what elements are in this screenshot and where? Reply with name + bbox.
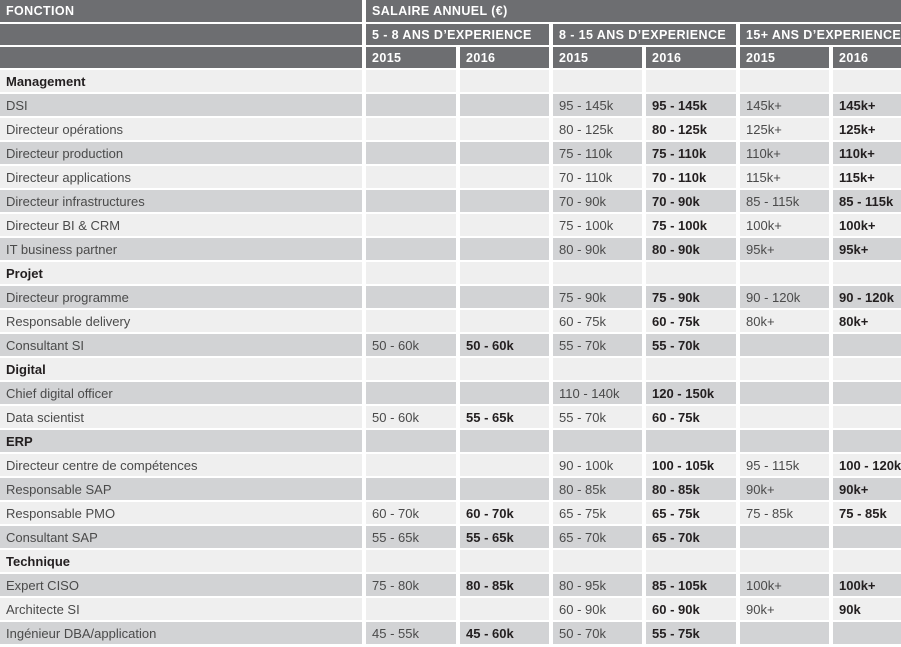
salary-cell-2016: 55 - 65k [460,526,549,548]
salary-cell-2016: 90k+ [833,478,901,500]
salary-cell-2015 [366,142,456,164]
salary-cell-2015 [366,598,456,620]
salary-cell-2016: 60 - 70k [460,502,549,524]
header-group-15plus: 15+ ANS D’EXPERIENCE [740,24,901,45]
section-title: Management [0,70,362,92]
salary-cell-2015 [740,382,829,404]
section-empty-cell [740,550,829,572]
section-empty-cell [366,430,456,452]
salary-cell-2015 [366,190,456,212]
salary-cell-2015: 95 - 115k [740,454,829,476]
row-label: Directeur applications [0,166,362,188]
salary-cell-2016: 115k+ [833,166,901,188]
section-title: ERP [0,430,362,452]
salary-cell-2015: 90k+ [740,598,829,620]
salary-cell-2016 [833,526,901,548]
salary-cell-2015: 45 - 55k [366,622,456,644]
salary-cell-2016: 80k+ [833,310,901,332]
row-label: Responsable PMO [0,502,362,524]
header-group-8-15: 8 - 15 ANS D’EXPERIENCE [553,24,736,45]
salary-cell-2016 [833,382,901,404]
section-empty-cell [740,262,829,284]
section-empty-cell [646,430,736,452]
salary-cell-2016: 70 - 90k [646,190,736,212]
salary-cell-2015: 145k+ [740,94,829,116]
salary-cell-2015: 50 - 60k [366,406,456,428]
salary-cell-2015 [366,166,456,188]
header-blank [0,47,362,68]
salary-cell-2016: 60 - 75k [646,406,736,428]
salary-cell-2015: 115k+ [740,166,829,188]
section-empty-cell [460,358,549,380]
salary-cell-2015: 90 - 100k [553,454,642,476]
salary-cell-2016: 100k+ [833,574,901,596]
salary-cell-2015: 125k+ [740,118,829,140]
salary-cell-2016 [460,190,549,212]
salary-cell-2016 [460,478,549,500]
header-year: 2015 [366,47,456,68]
row-label: Ingénieur DBA/application [0,622,362,644]
row-label: Responsable SAP [0,478,362,500]
salary-cell-2015: 100k+ [740,214,829,236]
section-empty-cell [646,262,736,284]
header-year: 2015 [740,47,829,68]
salary-cell-2016: 50 - 60k [460,334,549,356]
section-empty-cell [553,550,642,572]
row-label: Directeur BI & CRM [0,214,362,236]
salary-cell-2016: 75 - 90k [646,286,736,308]
salary-cell-2016: 80 - 85k [646,478,736,500]
row-label: Consultant SAP [0,526,362,548]
salary-cell-2016: 75 - 110k [646,142,736,164]
section-title: Projet [0,262,362,284]
salary-cell-2016 [833,406,901,428]
header-group-5-8: 5 - 8 ANS D’EXPERIENCE [366,24,549,45]
salary-cell-2015: 50 - 60k [366,334,456,356]
salary-cell-2016: 85 - 105k [646,574,736,596]
salary-cell-2015 [740,622,829,644]
salary-cell-2016 [460,238,549,260]
section-empty-cell [366,358,456,380]
row-label: Directeur production [0,142,362,164]
salary-cell-2015: 55 - 70k [553,406,642,428]
salary-cell-2015: 75 - 100k [553,214,642,236]
salary-cell-2015: 70 - 110k [553,166,642,188]
salary-cell-2015: 110 - 140k [553,382,642,404]
section-empty-cell [460,70,549,92]
salary-cell-2016: 65 - 70k [646,526,736,548]
row-label: DSI [0,94,362,116]
salary-cell-2016: 80 - 90k [646,238,736,260]
salary-cell-2015: 90 - 120k [740,286,829,308]
row-label: Directeur centre de compétences [0,454,362,476]
salary-cell-2016: 100 - 120k [833,454,901,476]
salary-cell-2015: 75 - 80k [366,574,456,596]
salary-cell-2016: 120 - 150k [646,382,736,404]
row-label: Architecte SI [0,598,362,620]
salary-cell-2015: 110k+ [740,142,829,164]
salary-cell-2015 [740,334,829,356]
section-empty-cell [366,550,456,572]
salary-cell-2016: 100k+ [833,214,901,236]
salary-cell-2015 [366,214,456,236]
salary-cell-2015: 80 - 85k [553,478,642,500]
row-label: Directeur programme [0,286,362,308]
salary-cell-2016 [460,286,549,308]
section-empty-cell [646,70,736,92]
section-empty-cell [833,262,901,284]
section-empty-cell [833,550,901,572]
section-empty-cell [646,550,736,572]
row-label: IT business partner [0,238,362,260]
salary-cell-2015 [366,286,456,308]
section-empty-cell [460,262,549,284]
salary-cell-2015: 70 - 90k [553,190,642,212]
salary-cell-2016: 80 - 125k [646,118,736,140]
salary-cell-2015 [366,94,456,116]
row-label: Consultant SI [0,334,362,356]
section-title: Technique [0,550,362,572]
salary-cell-2015: 80 - 95k [553,574,642,596]
salary-cell-2015: 80k+ [740,310,829,332]
section-empty-cell [740,430,829,452]
row-label: Expert CISO [0,574,362,596]
salary-cell-2016 [460,214,549,236]
salary-cell-2016: 60 - 90k [646,598,736,620]
header-blank [0,24,362,45]
section-empty-cell [833,70,901,92]
salary-cell-2016: 60 - 75k [646,310,736,332]
salary-cell-2015: 90k+ [740,478,829,500]
salary-cell-2015: 75 - 85k [740,502,829,524]
section-empty-cell [833,358,901,380]
row-label: Directeur infrastructures [0,190,362,212]
salary-cell-2015: 80 - 125k [553,118,642,140]
salary-cell-2016: 75 - 100k [646,214,736,236]
salary-cell-2016: 90k [833,598,901,620]
header-year: 2016 [460,47,549,68]
section-empty-cell [553,358,642,380]
header-fonction: FONCTION [0,0,362,22]
salary-cell-2015: 100k+ [740,574,829,596]
salary-cell-2015: 60 - 75k [553,310,642,332]
salary-cell-2015 [366,478,456,500]
salary-cell-2015: 95k+ [740,238,829,260]
salary-cell-2016: 95k+ [833,238,901,260]
salary-cell-2016: 75 - 85k [833,502,901,524]
salary-cell-2015 [366,238,456,260]
salary-cell-2015: 60 - 90k [553,598,642,620]
salary-cell-2015: 65 - 75k [553,502,642,524]
salary-cell-2015: 95 - 145k [553,94,642,116]
salary-cell-2015: 55 - 65k [366,526,456,548]
salary-cell-2015: 50 - 70k [553,622,642,644]
salary-cell-2015: 80 - 90k [553,238,642,260]
section-empty-cell [553,262,642,284]
salary-cell-2016: 125k+ [833,118,901,140]
section-empty-cell [460,430,549,452]
salary-cell-2016: 65 - 75k [646,502,736,524]
salary-cell-2016: 110k+ [833,142,901,164]
header-year: 2016 [833,47,901,68]
salary-cell-2016 [460,598,549,620]
row-label: Responsable delivery [0,310,362,332]
row-label: Directeur opérations [0,118,362,140]
section-title: Digital [0,358,362,380]
salary-cell-2015 [740,526,829,548]
salary-cell-2015 [366,454,456,476]
salary-cell-2016: 55 - 70k [646,334,736,356]
salary-cell-2015 [366,310,456,332]
salary-cell-2016: 90 - 120k [833,286,901,308]
header-year: 2016 [646,47,736,68]
salary-cell-2015: 65 - 70k [553,526,642,548]
salary-cell-2016 [833,622,901,644]
salary-cell-2016 [460,310,549,332]
section-empty-cell [740,70,829,92]
salary-cell-2015: 75 - 110k [553,142,642,164]
section-empty-cell [553,430,642,452]
section-empty-cell [740,358,829,380]
salary-cell-2015: 85 - 115k [740,190,829,212]
salary-cell-2016: 70 - 110k [646,166,736,188]
salary-cell-2016 [833,334,901,356]
salary-cell-2016 [460,166,549,188]
salary-cell-2016 [460,454,549,476]
header-year: 2015 [553,47,642,68]
section-empty-cell [366,262,456,284]
section-empty-cell [833,430,901,452]
salary-cell-2016: 95 - 145k [646,94,736,116]
salary-cell-2015 [366,118,456,140]
salary-cell-2016: 85 - 115k [833,190,901,212]
salary-cell-2016: 55 - 65k [460,406,549,428]
salary-cell-2015: 55 - 70k [553,334,642,356]
row-label: Chief digital officer [0,382,362,404]
salary-cell-2016 [460,142,549,164]
section-empty-cell [553,70,642,92]
salary-cell-2016 [460,118,549,140]
salary-cell-2015 [740,406,829,428]
header-salaire: SALAIRE ANNUEL (€) [366,0,901,22]
salary-cell-2016: 145k+ [833,94,901,116]
section-empty-cell [366,70,456,92]
row-label: Data scientist [0,406,362,428]
salary-cell-2016: 100 - 105k [646,454,736,476]
salary-cell-2016: 45 - 60k [460,622,549,644]
salary-cell-2016 [460,94,549,116]
salary-cell-2016: 55 - 75k [646,622,736,644]
section-empty-cell [646,358,736,380]
salary-cell-2015: 75 - 90k [553,286,642,308]
section-empty-cell [460,550,549,572]
salary-cell-2016: 80 - 85k [460,574,549,596]
salary-cell-2016 [460,382,549,404]
salary-cell-2015: 60 - 70k [366,502,456,524]
salary-cell-2015 [366,382,456,404]
